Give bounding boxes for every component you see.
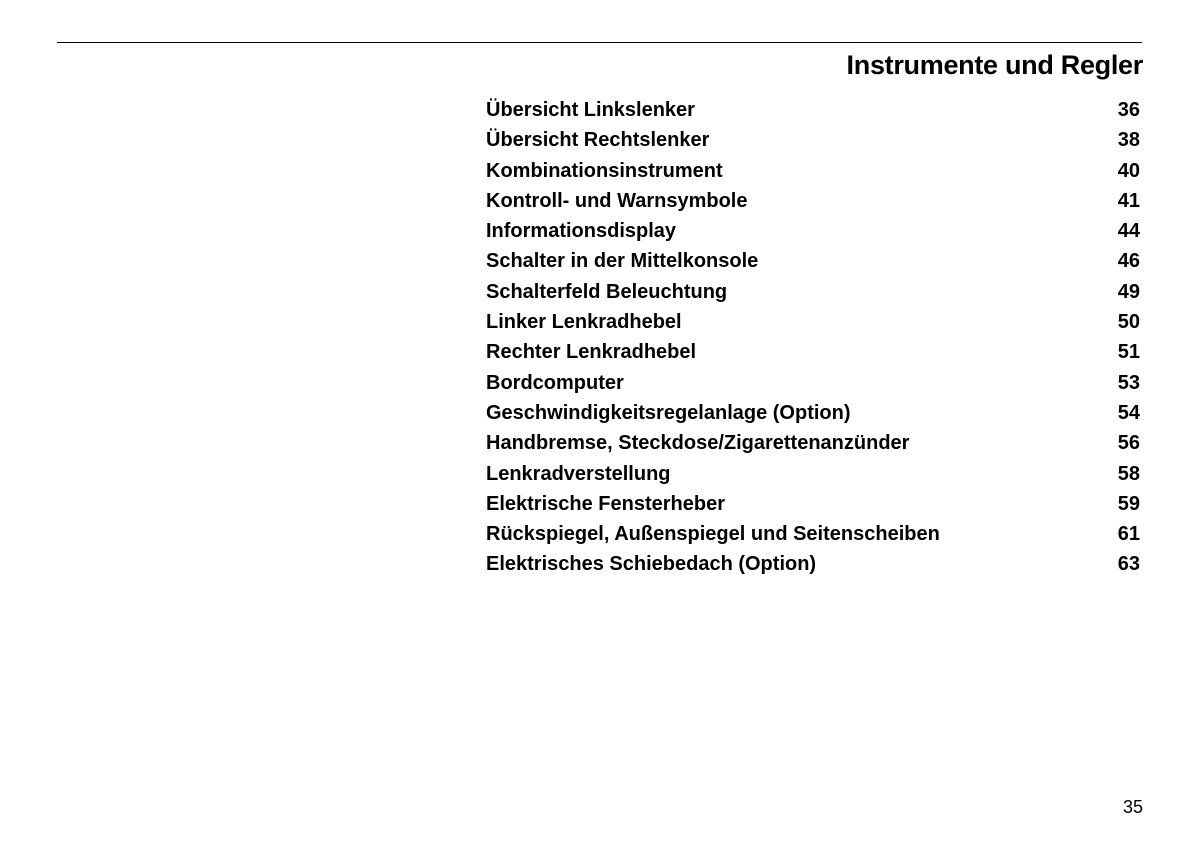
toc-entry[interactable] — [486, 307, 1140, 337]
toc-entry-label: Informationsdisplay — [486, 220, 677, 243]
toc-entry-page: 41 — [1117, 189, 1140, 212]
toc-entry[interactable] — [486, 337, 1140, 367]
toc-entry-label: Übersicht Rechtslenker — [486, 129, 710, 152]
toc-entry-label: Linker Lenkradhebel — [486, 311, 682, 334]
toc-entry-page: 59 — [1117, 492, 1140, 515]
page-number: 35 — [1122, 797, 1143, 817]
toc-entry-page: 53 — [1117, 371, 1140, 394]
toc-entry-label: Elektrisches Schiebedach (Option) — [486, 553, 817, 576]
toc-entry-label: Schalterfeld Beleuchtung — [486, 280, 728, 303]
toc-entry-label: Übersicht Linkslenker — [486, 99, 695, 121]
toc-entry[interactable] — [486, 125, 1140, 155]
toc-entry-page: 44 — [1117, 220, 1140, 243]
toc-entry-page: 54 — [1117, 401, 1140, 424]
header-rule — [57, 42, 1142, 43]
chapter-title: Instrumente und Regler — [846, 50, 1143, 80]
toc-entry-label: Rechter Lenkradhebel — [486, 341, 697, 364]
toc-entry[interactable] — [486, 398, 1140, 428]
toc-entry[interactable] — [486, 368, 1140, 398]
toc-entry[interactable] — [486, 186, 1140, 216]
table-of-contents — [486, 95, 1140, 580]
toc-entry-page: 36 — [1117, 99, 1140, 121]
toc-entry[interactable] — [486, 246, 1140, 276]
toc-entry[interactable] — [486, 428, 1140, 458]
toc-entry-page: 38 — [1117, 129, 1140, 152]
toc-entry[interactable] — [486, 519, 1140, 549]
toc-entry-page: 46 — [1117, 250, 1140, 273]
toc-entry[interactable] — [486, 95, 1140, 125]
toc-entry-label: Lenkradverstellung — [486, 462, 671, 485]
toc-entry-page: 51 — [1117, 341, 1140, 364]
toc-entry-page: 49 — [1117, 280, 1140, 303]
toc-entry[interactable] — [486, 489, 1140, 519]
toc-entry-label: Rückspiegel, Außenspiegel und Seitenscheiben — [486, 523, 940, 546]
toc-entry-label: Handbremse, Steckdose/Zigarettenanzünder — [486, 432, 910, 455]
toc-entry[interactable] — [486, 216, 1140, 246]
toc-entry-label: Schalter in der Mittelkonsole — [486, 250, 759, 273]
toc-entry-page: 50 — [1117, 311, 1140, 334]
toc-entry-page: 61 — [1117, 523, 1140, 546]
toc-entry-page: 40 — [1117, 159, 1140, 182]
toc-entry-page: 58 — [1117, 462, 1140, 485]
toc-entry[interactable] — [486, 156, 1140, 186]
toc-entry-page: 56 — [1117, 432, 1140, 455]
toc-entry-label: Kontroll- und Warnsymbole — [486, 189, 748, 212]
toc-entry[interactable] — [486, 549, 1140, 579]
toc-entry-label: Elektrische Fensterheber — [486, 492, 725, 515]
toc-entry-label: Kombinationsinstrument — [486, 159, 723, 182]
toc-entry-label: Geschwindigkeitsregelanlage (Option) — [486, 401, 851, 424]
toc-entry-label: Bordcomputer — [486, 371, 624, 394]
toc-entry-page: 63 — [1117, 553, 1140, 576]
toc-entry[interactable] — [486, 277, 1140, 307]
toc-entry[interactable] — [486, 459, 1140, 489]
